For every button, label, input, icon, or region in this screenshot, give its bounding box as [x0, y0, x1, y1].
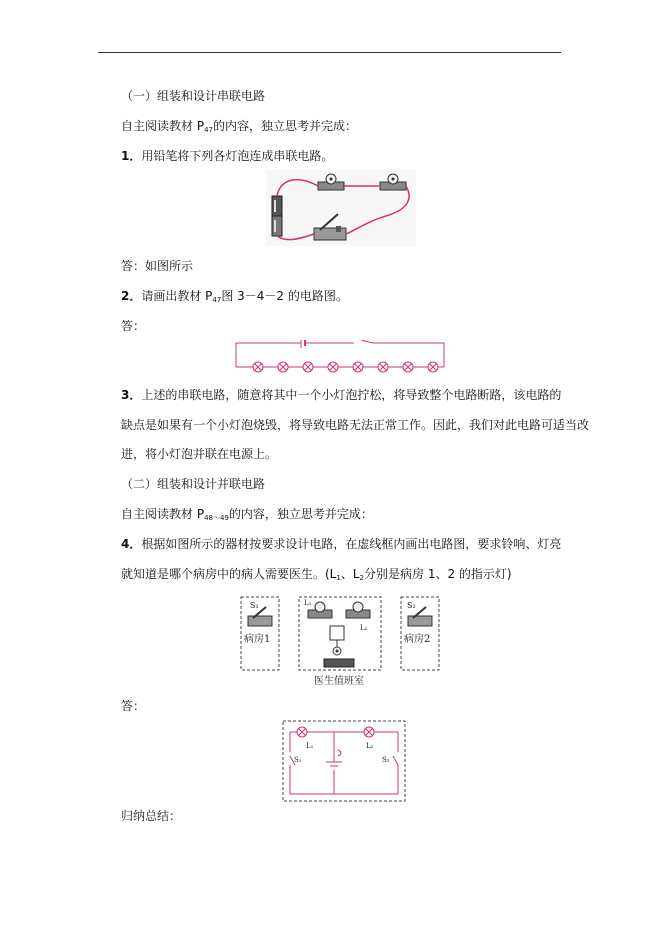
question-4-line2: 就知道是哪个病房中的病人需要医生。($L_1$、$L_2$分别是病房 1、2 的指示灯): [121, 567, 512, 582]
lamp-l1: [297, 727, 307, 737]
label-s2: S₂: [407, 601, 416, 610]
question-2: 2．请画出教材 $P_{47}$图 3－4－2 的电路图。: [121, 289, 348, 304]
label-s1: S₁: [250, 601, 259, 610]
circuit-label-l2: L₂: [366, 742, 374, 750]
answer-1: 答：如图所示: [121, 259, 194, 273]
lamp: [353, 362, 363, 372]
label-l2: L₂: [360, 624, 368, 632]
circuit-label-l1: L₁: [306, 742, 314, 750]
battery: [324, 659, 354, 667]
lamp-l2: [364, 727, 374, 737]
lamp: [378, 362, 388, 372]
figure-ward-apparatus: [240, 596, 442, 688]
lamp: [278, 362, 288, 372]
question-3-line2: 缺点是如果有一个小灯泡烧毁，将导致电路无法正常工作。因此，我们对此电路可适当改: [121, 418, 590, 432]
label-room1: 病房1: [244, 634, 271, 645]
lamp: [303, 362, 313, 372]
question-3: 3．上述的串联电路，随意将其中一个小灯泡拧松，将导致整个电路断路，该电路的: [121, 388, 562, 402]
battery-pack: [272, 196, 282, 236]
question-4: 4．根据如图所示的器材按要求设计电路，在虚线框内画出电路图，要求铃响、灯亮: [121, 537, 562, 551]
bulb-l2: [346, 602, 370, 618]
bulb-l1: [308, 602, 332, 618]
label-l1: L₁: [304, 599, 312, 607]
lamp: [428, 362, 438, 372]
section1-title: （一）组装和设计串联电路: [121, 89, 266, 103]
summary-label: 归纳总结：: [121, 809, 182, 823]
label-room2: 病房2: [404, 634, 431, 645]
lamp: [253, 362, 263, 372]
answer-2: 答：: [121, 319, 146, 333]
electric-bell: [330, 626, 344, 655]
question-1: 1．用铅笔将下列各灯泡连成串联电路。: [121, 149, 334, 163]
figure-series-diagram: [233, 340, 447, 374]
label-duty-room: 医生值班室: [314, 676, 364, 687]
section2-intro: 自主阅读教材 $P_{48\sim 49}$的内容，独立思考并完成：: [121, 507, 373, 522]
section2-title: （二）组装和设计并联电路: [121, 477, 266, 491]
lamp: [403, 362, 413, 372]
figure-series-apparatus: [266, 170, 416, 246]
header-rule: [98, 52, 561, 53]
question-3-line3: 进，将小灯泡并联在电源上。: [121, 447, 278, 461]
circuit-label-s2: S₂: [382, 756, 390, 764]
lamp: [328, 362, 338, 372]
circuit-label-s1: S₁: [294, 756, 302, 764]
answer-4: 答：: [121, 699, 146, 713]
figure-parallel-diagram: [282, 720, 406, 802]
section1-intro: 自主阅读教材 $P_{47}$的内容，独立思考并完成：: [121, 119, 357, 134]
